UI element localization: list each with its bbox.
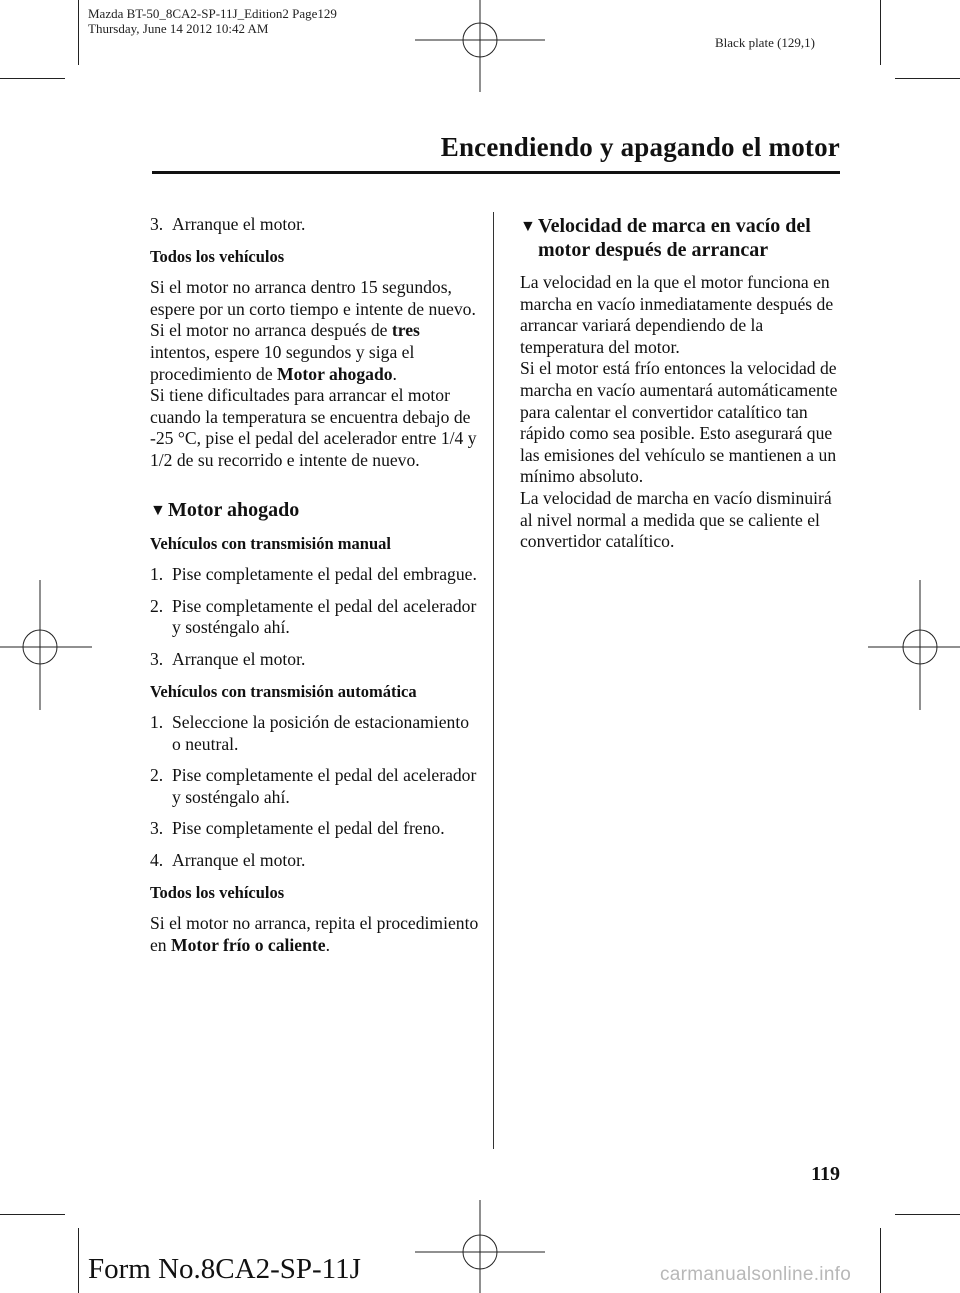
crop-mark [880,0,881,65]
section-title: Encendiendo y apagando el motor [440,132,840,162]
subheading-manual: Vehículos con transmisión manual [150,533,391,553]
registration-mark-right [868,580,960,710]
page-number: 119 [811,1163,840,1185]
step-text: Arranque el motor. [172,648,306,669]
paragraph: Si el motor no arranca, repita el procedimiento en Motor frío o caliente. [150,913,479,955]
list-item [150,596,480,639]
watermark: carmanualsonline.info [660,1264,852,1285]
step-number: 3. [150,214,164,234]
paragraph: Si el motor está frío entonces la velocidad de marcha en vacío aumentará automáticamente para calentar el convertidor catalítico tan rápido como sea posible. Esto asegurará que las emisiones del vehículo se mantienen a un mínimo absoluto. [520,358,838,487]
registration-mark-left [0,580,92,710]
paragraph: Si el motor no arranca después de tres intentos, espere 10 segundos y siga el procedimiento de Motor ahogado. [150,320,420,384]
crop-mark [880,1228,881,1293]
paragraph: Si el motor no arranca dentro 15 segundos, espere por un corto tiempo e intente de nuevo. [150,277,476,319]
heading-text: Motor ahogado [168,498,300,521]
step-number: 3. [150,818,164,839]
list-item [150,850,480,872]
step-text: Pise completamente el pedal del freno. [172,818,445,839]
list-item [150,818,480,840]
step-number: 2. [150,595,164,616]
crop-mark [0,78,65,79]
step-text: Pise completamente el pedal del acelerador y sosténgalo ahí. [172,765,477,807]
crop-mark [895,78,960,79]
step-number: 1. [150,564,164,585]
heading-flooded-engine [150,498,480,523]
step-number: 3. [150,648,164,669]
form-number: Form No.8CA2-SP-11J [88,1253,361,1285]
heading-text: Velocidad de marca en vacío del motor después de arrancar [538,215,811,261]
step-text: Arranque el motor. [172,850,306,871]
print-meta [88,6,337,36]
subheading-all-vehicles: Todos los vehículos [150,246,285,266]
registration-mark-top [415,0,545,92]
list-item [150,712,480,755]
step-text: Arranque el motor. [172,214,306,234]
column-divider [493,212,494,1149]
subheading-automatic: Vehículos con transmisión automática [150,681,417,701]
print-meta-line2: Thursday, June 14 2012 10:42 AM [88,21,269,36]
triangle-down-icon: ▼ [150,501,166,519]
heading-idle-speed [520,214,845,262]
print-meta-line1: Mazda BT-50_8CA2-SP-11J_Edition2 Page129 [88,6,337,21]
crop-mark [78,1228,79,1293]
step-number: 2. [150,765,164,786]
step-number: 1. [150,712,164,733]
subheading-all-vehicles: Todos los vehículos [150,882,285,902]
list-item [150,649,480,671]
list-item [150,564,480,586]
crop-mark [78,0,79,65]
step-text: Pise completamente el pedal del acelerador y sosténgalo ahí. [172,595,477,638]
paragraph: La velocidad en la que el motor funciona en marcha en vacío inmediatamente después de arrancar variará dependiendo de la temperatura del motor. [520,272,834,357]
right-column [520,214,845,553]
step-text: Pise completamente el pedal del embrague. [172,564,477,585]
crop-mark [895,1214,960,1215]
header-rule [152,171,840,174]
triangle-down-icon: ▼ [520,218,536,235]
step-text: Seleccione la posición de estacionamiento o neutral. [172,712,470,754]
list-item [150,214,480,236]
crop-mark [0,1214,65,1215]
list-item [150,765,480,808]
paragraph: La velocidad de marcha en vacío disminuirá al nivel normal a medida que se caliente el convertidor catalítico. [520,487,832,552]
left-column [150,214,480,956]
paragraph: Si tiene dificultades para arrancar el motor cuando la temperatura se encuentra debajo de -25 °C, pise el pedal del acelerador entre 1/4 y 1/2 de su recorrido e intente de nuevo. [150,385,477,470]
black-plate-label: Black plate (129,1) [715,35,815,50]
registration-mark-bottom [415,1200,545,1293]
step-number: 4. [150,850,164,871]
